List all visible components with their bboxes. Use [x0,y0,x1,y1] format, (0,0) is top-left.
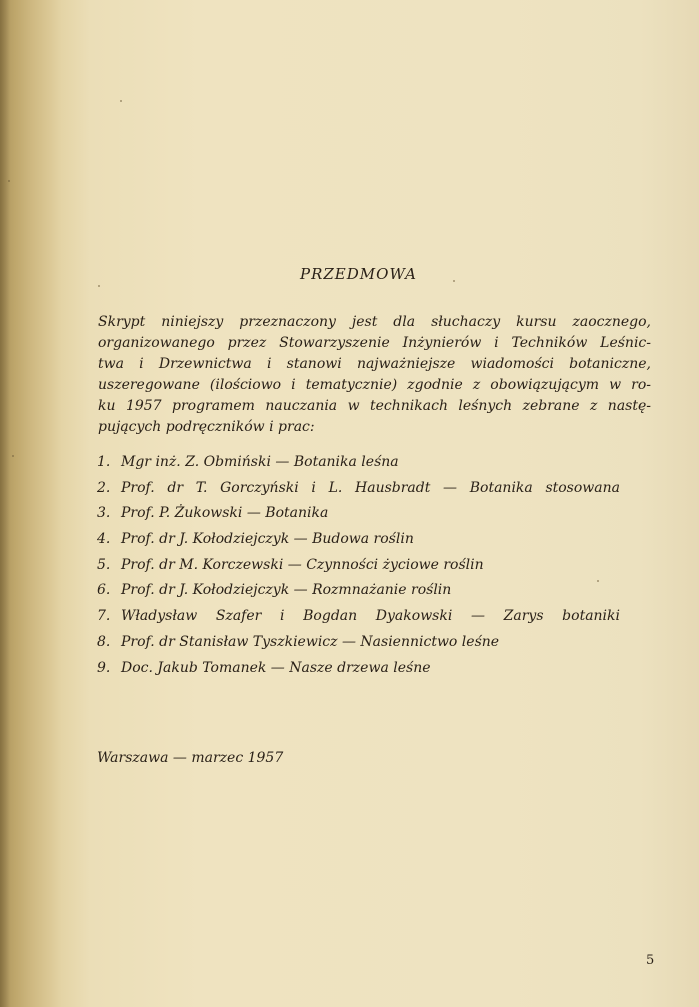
intro-line: Skrypt niniejszy przeznaczony jest dla słuchaczy kursu zaocznego, [98,314,651,330]
list-item-number: 3. [97,505,111,522]
list-item-text: Prof. P. Żukowski — Botanika [121,505,329,522]
place-and-date: Warszawa — marzec 1957 [97,750,284,766]
paper-speck [597,580,599,582]
list-item [97,580,657,606]
list-item-text: Prof. dr M. Korczewski — Czynności życiowe roślin [121,556,484,573]
list-item-number: 7. [97,608,111,625]
list-item [97,529,657,555]
list-item [97,606,657,632]
list-item [97,452,657,478]
list-item [97,503,657,529]
intro-line: organizowanego przez Stowarzyszenie Inżynierów i Techników Leśnic- [98,335,651,351]
list-item-number: 2. [97,479,111,496]
list-item-text: Prof. dr J. Kołodziejczyk — Budowa roślin [121,531,414,548]
list-item [97,658,657,684]
page-heading: PRZEDMOWA [300,265,417,283]
intro-paragraph [98,312,651,438]
list-item-text: Prof. dr Stanisław Tyszkiewicz — Nasiennictwo leśne [121,633,500,650]
list-item-number: 4. [97,531,111,548]
list-item [97,555,657,581]
reference-list [97,452,657,683]
list-item-number: 5. [97,556,111,573]
list-item-number: 1. [97,454,111,470]
list-item-text: Władysław Szafer i Bogdan Dyakowski — Zarys botaniki [121,608,620,625]
binding-shadow [0,0,10,1007]
list-item-number: 8. [97,633,111,650]
list-item [97,478,657,504]
intro-line: pujących podręczników i prac: [98,419,315,435]
paper-speck [98,285,100,287]
paper-speck [8,180,10,182]
list-item-number: 6. [97,582,111,599]
list-item-text: Doc. Jakub Tomanek — Nasze drzewa leśne [121,659,431,676]
paper-speck [12,455,14,457]
list-item-text: Prof. dr T. Gorczyński i L. Hausbradt — Botanika stosowana [121,479,620,496]
paper-speck [453,280,455,282]
page-number: 5 [646,953,655,968]
paper-speck [120,100,122,102]
list-item-text: Mgr inż. Z. Obmiński — Botanika leśna [121,454,399,470]
intro-line: ku 1957 programem nauczania w technikach leśnych zebrane z nastę- [98,398,651,414]
list-item-text: Prof. dr J. Kołodziejczyk — Rozmnażanie roślin [121,582,452,599]
list-item [97,632,657,658]
list-item-number: 9. [97,659,111,676]
intro-line: twa i Drzewnictwa i stanowi najważniejsze wiadomości botaniczne, [98,356,651,372]
intro-line: uszeregowane (ilościowo i tematycznie) zgodnie z obowiązującym w ro- [98,377,651,393]
